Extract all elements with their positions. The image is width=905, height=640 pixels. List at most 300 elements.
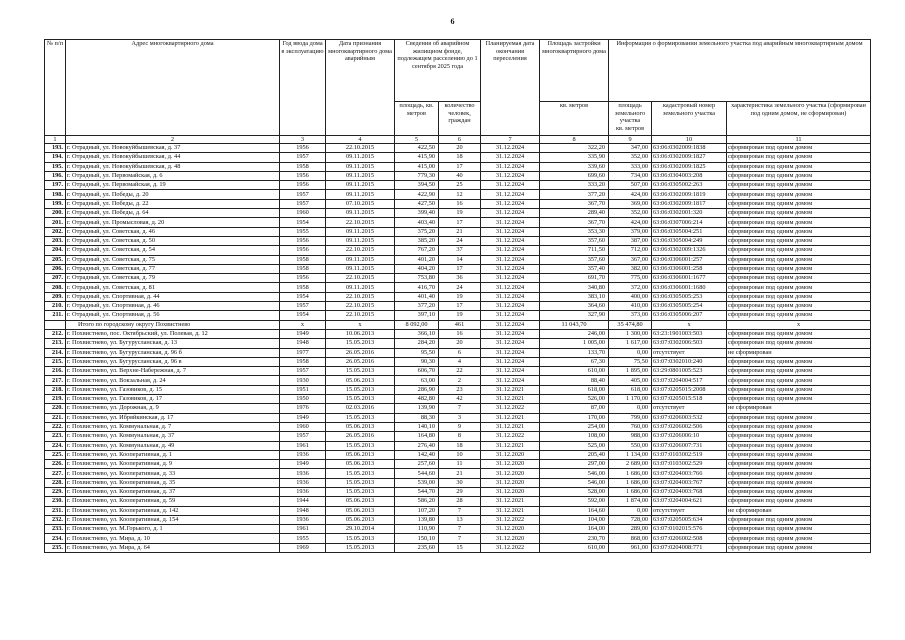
- land-area-cell: 352,00: [609, 209, 652, 218]
- cadastral-number-cell: 63:07:0204003:767: [652, 478, 727, 487]
- building-area-cell: 711,50: [540, 246, 609, 255]
- planned-date-cell: 31.12.2024: [481, 367, 540, 376]
- building-area-cell: 528,00: [540, 487, 609, 496]
- planned-date-cell: 31.12.2021: [481, 506, 540, 515]
- land-characteristic-cell: сформирован под одним домом: [727, 199, 871, 208]
- land-area-cell: 1 874,00: [609, 497, 652, 506]
- people-count-cell: 7: [439, 525, 481, 534]
- cadastral-number-cell: 63:23:1901003:503: [652, 329, 727, 338]
- address-cell: Итого по городскому округу Похвистнево: [66, 320, 280, 329]
- planned-date-cell: 31.12.2021: [481, 441, 540, 450]
- table-row: [45, 450, 871, 459]
- year-built-cell: 1957: [280, 199, 326, 208]
- table-row: [45, 339, 871, 348]
- table-row: [45, 311, 871, 320]
- row-number-cell: 199.: [45, 199, 66, 208]
- people-count-cell: 29: [439, 487, 481, 496]
- emergency-date-cell: 05.06.2013: [326, 506, 395, 515]
- land-area-cell: 0,00: [609, 506, 652, 515]
- area-cell: 139,90: [395, 404, 439, 413]
- emergency-date-cell: 09.11.2015: [326, 171, 395, 180]
- row-number-cell: 233.: [45, 525, 66, 534]
- people-count-cell: 461: [439, 320, 481, 329]
- people-count-cell: 42: [439, 395, 481, 404]
- area-cell: 606,70: [395, 367, 439, 376]
- row-number-cell: 208.: [45, 283, 66, 292]
- land-characteristic-cell: сформирован под одним домом: [727, 255, 871, 264]
- land-characteristic-cell: сформирован под одним домом: [727, 246, 871, 255]
- building-area-cell: 618,00: [540, 385, 609, 394]
- year-built-cell: 1969: [280, 543, 326, 552]
- planned-date-cell: 31.12.2020: [481, 450, 540, 459]
- area-cell: 586,20: [395, 497, 439, 506]
- building-area-cell: 327,90: [540, 311, 609, 320]
- planned-date-cell: 31.12.2021: [481, 422, 540, 431]
- year-built-cell: 1961: [280, 441, 326, 450]
- address-cell: г. Отрадный, ул. Победы, д. 22: [66, 199, 280, 208]
- people-count-cell: 7: [439, 506, 481, 515]
- year-built-cell: 1958: [280, 255, 326, 264]
- building-area-cell: 525,00: [540, 441, 609, 450]
- year-built-cell: 1958: [280, 283, 326, 292]
- cadastral-number-cell: 63:07:0103002:529: [652, 460, 727, 469]
- cadastral-number-cell: 63:06:0306001:1677: [652, 274, 727, 283]
- people-count-cell: 7: [439, 404, 481, 413]
- address-cell: г. Похвистнево, ул. Газовиков, д. 15: [66, 385, 280, 394]
- table-row: [45, 181, 871, 190]
- land-area-cell: 1 686,00: [609, 469, 652, 478]
- row-number-cell: 213.: [45, 339, 66, 348]
- land-area-cell: 369,00: [609, 199, 652, 208]
- land-characteristic-cell: сформирован под одним домом: [727, 162, 871, 171]
- year-built-cell: 1956: [280, 236, 326, 245]
- cadastral-number-cell: 63:06:0305005:254: [652, 302, 727, 311]
- row-number-cell: 215.: [45, 357, 66, 366]
- cadastral-number-cell: 63:06:0302009:1326: [652, 246, 727, 255]
- land-area-cell: 1 617,00: [609, 339, 652, 348]
- address-cell: г. Похвистнево, ул. Верхне-Набережная, д. 7: [66, 367, 280, 376]
- planned-date-cell: 31.12.2024: [481, 144, 540, 153]
- table-row: [45, 515, 871, 524]
- header-emergency-fund: Сведения об аварийном жилищном фонде, подлежащем расселению до 1 сентября 2025 года: [395, 40, 481, 102]
- row-number-cell: 211.: [45, 311, 66, 320]
- land-characteristic-cell: сформирован под одним домом: [727, 376, 871, 385]
- year-built-cell: 1960: [280, 422, 326, 431]
- building-area-cell: 691,70: [540, 274, 609, 283]
- address-cell: г. Отрадный, ул. Победы, д. 20: [66, 190, 280, 199]
- people-count-cell: 9: [439, 422, 481, 431]
- area-cell: 544,60: [395, 469, 439, 478]
- address-cell: г. Похвистнево, ул. Кооперативная, д. 1: [66, 450, 280, 459]
- header-land-area: площадь земельного участка кв. метров: [609, 102, 652, 136]
- emergency-date-cell: 22.10.2015: [326, 274, 395, 283]
- header-land-characteristic: характеристика земельного участка (сформирован под одним домом, не сформирован): [727, 102, 871, 136]
- page-number: 6: [450, 17, 455, 26]
- cadastral-number-cell: 63:06:0306001:257: [652, 255, 727, 264]
- emergency-date-cell: 09.11.2015: [326, 255, 395, 264]
- cadastral-number-cell: x: [652, 320, 727, 329]
- table-row: [45, 246, 871, 255]
- cadastral-number-cell: 63:06:0307006:214: [652, 218, 727, 227]
- cadastral-number-cell: 63:07:0204003:768: [652, 487, 727, 496]
- header-cadastral: кадастровый номер земельного участка: [652, 102, 727, 136]
- land-characteristic-cell: x: [727, 320, 871, 329]
- table-row: [45, 209, 871, 218]
- header-area: площадь, кв. метров: [395, 102, 439, 136]
- building-area-cell: 88,40: [540, 376, 609, 385]
- planned-date-cell: 31.12.2024: [481, 209, 540, 218]
- cadastral-number-cell: 63:07:0206006:10: [652, 432, 727, 441]
- building-area-cell: 592,00: [540, 497, 609, 506]
- area-cell: 415,00: [395, 162, 439, 171]
- area-cell: 63,00: [395, 376, 439, 385]
- area-cell: 164,80: [395, 432, 439, 441]
- area-cell: 399,40: [395, 209, 439, 218]
- building-area-cell: 67,30: [540, 357, 609, 366]
- land-characteristic-cell: не сформирован: [727, 404, 871, 413]
- year-built-cell: 1957: [280, 153, 326, 162]
- row-number-cell: 227.: [45, 469, 66, 478]
- emergency-date-cell: 15.05.2013: [326, 413, 395, 422]
- table-row: [45, 469, 871, 478]
- people-count-cell: 12: [439, 190, 481, 199]
- cadastral-number-cell: отсутствует: [652, 348, 727, 357]
- table-row: [45, 274, 871, 283]
- emergency-date-cell: 10.06.2013: [326, 329, 395, 338]
- land-characteristic-cell: сформирован под одним домом: [727, 450, 871, 459]
- building-area-cell: 322,20: [540, 144, 609, 153]
- land-area-cell: 379,00: [609, 227, 652, 236]
- land-area-cell: 760,00: [609, 422, 652, 431]
- land-characteristic-cell: сформирован под одним домом: [727, 534, 871, 543]
- planned-date-cell: 31.12.2022: [481, 404, 540, 413]
- row-number-cell: 198.: [45, 190, 66, 199]
- area-cell: 753,80: [395, 274, 439, 283]
- address-cell: г. Отрадный, ул. Советская, д. 77: [66, 264, 280, 273]
- land-area-cell: 382,00: [609, 264, 652, 273]
- land-area-cell: 1 686,00: [609, 478, 652, 487]
- year-built-cell: 1958: [280, 264, 326, 273]
- cadastral-number-cell: 63:06:0306001:1680: [652, 283, 727, 292]
- area-cell: 779,30: [395, 171, 439, 180]
- land-area-cell: 1 686,00: [609, 487, 652, 496]
- address-cell: г. Похвистнево, ул. Бугурусланская, д. 13: [66, 339, 280, 348]
- row-number-cell: 203.: [45, 236, 66, 245]
- cadastral-number-cell: 63:07:0205015:2008: [652, 385, 727, 394]
- table-row: [45, 236, 871, 245]
- building-area-cell: 367,70: [540, 199, 609, 208]
- emergency-date-cell: 09.11.2015: [326, 162, 395, 171]
- land-characteristic-cell: сформирован под одним домом: [727, 209, 871, 218]
- planned-date-cell: 31.12.2024: [481, 274, 540, 283]
- address-cell: г. Отрадный, ул. Новокуйбышевская, д. 37: [66, 144, 280, 153]
- planned-date-cell: 31.12.2024: [481, 181, 540, 190]
- building-area-cell: 357,60: [540, 236, 609, 245]
- people-count-cell: 19: [439, 311, 481, 320]
- area-cell: 366,10: [395, 329, 439, 338]
- people-count-cell: 6: [439, 348, 481, 357]
- land-area-cell: 367,00: [609, 255, 652, 264]
- area-cell: 150,10: [395, 534, 439, 543]
- building-area-cell: 333,20: [540, 181, 609, 190]
- year-built-cell: 1936: [280, 515, 326, 524]
- planned-date-cell: 31.12.2024: [481, 348, 540, 357]
- land-area-cell: 988,00: [609, 432, 652, 441]
- column-number: 3: [280, 136, 326, 144]
- cadastral-number-cell: 63:06:0305006:207: [652, 311, 727, 320]
- planned-date-cell: 31.12.2024: [481, 376, 540, 385]
- area-cell: 427,50: [395, 199, 439, 208]
- building-area-cell: 1 005,00: [540, 339, 609, 348]
- row-number-cell: 231.: [45, 506, 66, 515]
- land-area-cell: 424,00: [609, 190, 652, 199]
- planned-date-cell: 31.12.2024: [481, 162, 540, 171]
- building-area-cell: 610,00: [540, 367, 609, 376]
- land-characteristic-cell: сформирован под одним домом: [727, 367, 871, 376]
- area-cell: 139,80: [395, 515, 439, 524]
- address-cell: г. Отрадный, ул. Советская, д. 54: [66, 246, 280, 255]
- emergency-date-cell: 15.05.2013: [326, 441, 395, 450]
- emergency-date-cell: 29.10.2014: [326, 525, 395, 534]
- table-row: [45, 227, 871, 236]
- address-cell: г. Отрадный, ул. Первомайская, д. 6: [66, 171, 280, 180]
- building-area-cell: 104,00: [540, 515, 609, 524]
- land-characteristic-cell: сформирован под одним домом: [727, 543, 871, 552]
- building-area-cell: 546,00: [540, 469, 609, 478]
- area-cell: 107,20: [395, 506, 439, 515]
- emergency-housing-table: [44, 39, 871, 553]
- address-cell: г. Похвистнево, ул. Кооперативная, д. 33: [66, 469, 280, 478]
- header-building-area: Площадь застройки многоквартирного дома: [540, 40, 609, 102]
- year-built-cell: 1957: [280, 367, 326, 376]
- year-built-cell: 1949: [280, 460, 326, 469]
- year-built-cell: 1957: [280, 190, 326, 199]
- area-cell: 95,50: [395, 348, 439, 357]
- planned-date-cell: 31.12.2024: [481, 190, 540, 199]
- land-characteristic-cell: сформирован под одним домом: [727, 153, 871, 162]
- land-characteristic-cell: сформирован под одним домом: [727, 357, 871, 366]
- row-number-cell: 232.: [45, 515, 66, 524]
- table-header: [45, 40, 871, 136]
- emergency-date-cell: 09.11.2015: [326, 209, 395, 218]
- row-number-cell: 195.: [45, 162, 66, 171]
- row-number-cell: 205.: [45, 255, 66, 264]
- building-area-cell: 335,90: [540, 153, 609, 162]
- land-area-cell: 424,00: [609, 218, 652, 227]
- building-area-cell: 11 043,70: [540, 320, 609, 329]
- year-built-cell: 1948: [280, 339, 326, 348]
- emergency-date-cell: 22.10.2015: [326, 292, 395, 301]
- table-row: [45, 329, 871, 338]
- area-cell: 394,50: [395, 181, 439, 190]
- column-number: 11: [727, 136, 871, 144]
- table-row: [45, 385, 871, 394]
- table-row: [45, 487, 871, 496]
- land-characteristic-cell: сформирован под одним домом: [727, 487, 871, 496]
- people-count-cell: 21: [439, 469, 481, 478]
- building-area-cell: 205,40: [540, 450, 609, 459]
- row-number-cell: 228.: [45, 478, 66, 487]
- address-cell: г. Отрадный, ул. Новокуйбышевская, д. 44: [66, 153, 280, 162]
- planned-date-cell: 31.12.2024: [481, 236, 540, 245]
- total-row: [45, 320, 871, 329]
- address-cell: г. Отрадный, ул. Промысловая, д. 20: [66, 218, 280, 227]
- cadastral-number-cell: 63:06:0302009:1827: [652, 153, 727, 162]
- building-area-cell: 297,00: [540, 460, 609, 469]
- planned-date-cell: 31.12.2024: [481, 311, 540, 320]
- planned-date-cell: 31.12.2020: [481, 478, 540, 487]
- cadastral-number-cell: 63:06:0305005:253: [652, 292, 727, 301]
- people-count-cell: 16: [439, 329, 481, 338]
- header-emergency-date: Дата признания многоквартирного дома аварийным: [326, 40, 395, 136]
- people-count-cell: 17: [439, 162, 481, 171]
- planned-date-cell: 31.12.2021: [481, 395, 540, 404]
- cadastral-number-cell: 63:06:0306001:258: [652, 264, 727, 273]
- land-characteristic-cell: сформирован под одним домом: [727, 515, 871, 524]
- building-area-cell: 289,40: [540, 209, 609, 218]
- address-cell: г. Отрадный, ул. Спортивная, д. 46: [66, 302, 280, 311]
- emergency-date-cell: 05.06.2013: [326, 450, 395, 459]
- table-row: [45, 422, 871, 431]
- building-area-cell: 377,20: [540, 190, 609, 199]
- year-built-cell: 1956: [280, 144, 326, 153]
- people-count-cell: 3: [439, 413, 481, 422]
- address-cell: г. Похвистнево, ул. Мира, д. 64: [66, 543, 280, 552]
- area-cell: 482,80: [395, 395, 439, 404]
- year-built-cell: 1977: [280, 348, 326, 357]
- planned-date-cell: 31.12.2020: [481, 487, 540, 496]
- table-row: [45, 348, 871, 357]
- table-row: [45, 534, 871, 543]
- table-row: [45, 153, 871, 162]
- land-characteristic-cell: сформирован под одним домом: [727, 292, 871, 301]
- area-cell: 88,30: [395, 413, 439, 422]
- row-number-cell: 219.: [45, 395, 66, 404]
- land-characteristic-cell: сформирован под одним домом: [727, 329, 871, 338]
- land-characteristic-cell: сформирован под одним домом: [727, 497, 871, 506]
- emergency-date-cell: 26.05.2016: [326, 348, 395, 357]
- address-cell: г. Отрадный, ул. Первомайская, д. 19: [66, 181, 280, 190]
- land-area-cell: 0,00: [609, 404, 652, 413]
- land-characteristic-cell: сформирован под одним домом: [727, 144, 871, 153]
- emergency-date-cell: 22.10.2015: [326, 246, 395, 255]
- column-number: 8: [540, 136, 609, 144]
- area-cell: 544,70: [395, 487, 439, 496]
- land-area-cell: 712,00: [609, 246, 652, 255]
- emergency-date-cell: 15.05.2013: [326, 339, 395, 348]
- building-area-cell: 230,70: [540, 534, 609, 543]
- row-number-cell: 214.: [45, 348, 66, 357]
- column-number: 1: [45, 136, 66, 144]
- header-planned-date: Планируемая дата окончания переселения: [481, 40, 540, 136]
- cadastral-number-cell: 63:07:0204008:771: [652, 543, 727, 552]
- planned-date-cell: 31.12.2024: [481, 255, 540, 264]
- building-area-cell: 699,60: [540, 171, 609, 180]
- address-cell: г. Похвистнево, ул. Газовиков, д. 17: [66, 395, 280, 404]
- cadastral-number-cell: 63:07:0206007:731: [652, 441, 727, 450]
- building-area-cell: 246,00: [540, 329, 609, 338]
- row-number-cell: 209.: [45, 292, 66, 301]
- land-area-cell: 1 895,00: [609, 367, 652, 376]
- table-row: [45, 413, 871, 422]
- cadastral-number-cell: 63:07:0204004:621: [652, 497, 727, 506]
- year-built-cell: 1949: [280, 329, 326, 338]
- land-characteristic-cell: сформирован под одним домом: [727, 441, 871, 450]
- land-characteristic-cell: сформирован под одним домом: [727, 190, 871, 199]
- cadastral-number-cell: 63:06:0302001:320: [652, 209, 727, 218]
- year-built-cell: 1951: [280, 385, 326, 394]
- row-number-cell: 221.: [45, 413, 66, 422]
- emergency-date-cell: 05.06.2013: [326, 515, 395, 524]
- planned-date-cell: 31.12.2024: [481, 218, 540, 227]
- table-row: [45, 171, 871, 180]
- people-count-cell: 20: [439, 339, 481, 348]
- address-cell: г. Отрадный, ул. Советская, д. 81: [66, 283, 280, 292]
- header-address: Адрес многоквартирного дома: [66, 40, 280, 136]
- land-characteristic-cell: сформирован под одним домом: [727, 264, 871, 273]
- header-number: № п/п: [45, 40, 66, 136]
- planned-date-cell: 31.12.2024: [481, 171, 540, 180]
- people-count-cell: 24: [439, 283, 481, 292]
- table-row: [45, 525, 871, 534]
- row-number-cell: 234.: [45, 534, 66, 543]
- people-count-cell: 14: [439, 255, 481, 264]
- people-count-cell: 17: [439, 218, 481, 227]
- year-built-cell: 1955: [280, 534, 326, 543]
- year-built-cell: 1956: [280, 274, 326, 283]
- people-count-cell: 18: [439, 153, 481, 162]
- land-area-cell: 868,00: [609, 534, 652, 543]
- emergency-date-cell: 09.11.2015: [326, 181, 395, 190]
- cadastral-number-cell: 63:07:0204003:766: [652, 469, 727, 478]
- planned-date-cell: 31.12.2022: [481, 432, 540, 441]
- planned-date-cell: 31.12.2024: [481, 339, 540, 348]
- table-body: [45, 136, 871, 553]
- area-cell: 257,60: [395, 460, 439, 469]
- year-built-cell: 1958: [280, 357, 326, 366]
- land-area-cell: 372,00: [609, 283, 652, 292]
- people-count-cell: 30: [439, 478, 481, 487]
- area-cell: 422,90: [395, 190, 439, 199]
- land-area-cell: 734,00: [609, 171, 652, 180]
- row-number-cell: [45, 320, 66, 329]
- header-building-area-unit: кв. метров: [540, 102, 609, 136]
- emergency-date-cell: 05.06.2013: [326, 422, 395, 431]
- land-characteristic-cell: сформирован под одним домом: [727, 227, 871, 236]
- address-cell: г. Отрадный, ул. Советская, д. 46: [66, 227, 280, 236]
- row-number-cell: 196.: [45, 171, 66, 180]
- cadastral-number-cell: 63:06:0302009:1817: [652, 199, 727, 208]
- row-number-cell: 204.: [45, 246, 66, 255]
- address-cell: г. Похвистнево, ул. Коммунальная, д. 7: [66, 422, 280, 431]
- column-number: 4: [326, 136, 395, 144]
- planned-date-cell: 31.12.2024: [481, 320, 540, 329]
- people-count-cell: 18: [439, 441, 481, 450]
- column-number: 2: [66, 136, 280, 144]
- land-area-cell: 410,00: [609, 302, 652, 311]
- cadastral-number-cell: 63:06:0305004:249: [652, 236, 727, 245]
- address-cell: г. Похвистнево, пос. Октябрьский, ул. Полевая, д. 12: [66, 329, 280, 338]
- area-cell: 90,30: [395, 357, 439, 366]
- address-cell: г. Отрадный, ул. Советская, д. 75: [66, 255, 280, 264]
- land-area-cell: 1 134,00: [609, 450, 652, 459]
- building-area-cell: 353,30: [540, 227, 609, 236]
- table-row: [45, 460, 871, 469]
- row-number-cell: 207.: [45, 274, 66, 283]
- address-cell: г. Похвистнево, ул. Бугурусланская, д. 96 б: [66, 348, 280, 357]
- land-characteristic-cell: сформирован под одним домом: [727, 422, 871, 431]
- year-built-cell: x: [280, 320, 326, 329]
